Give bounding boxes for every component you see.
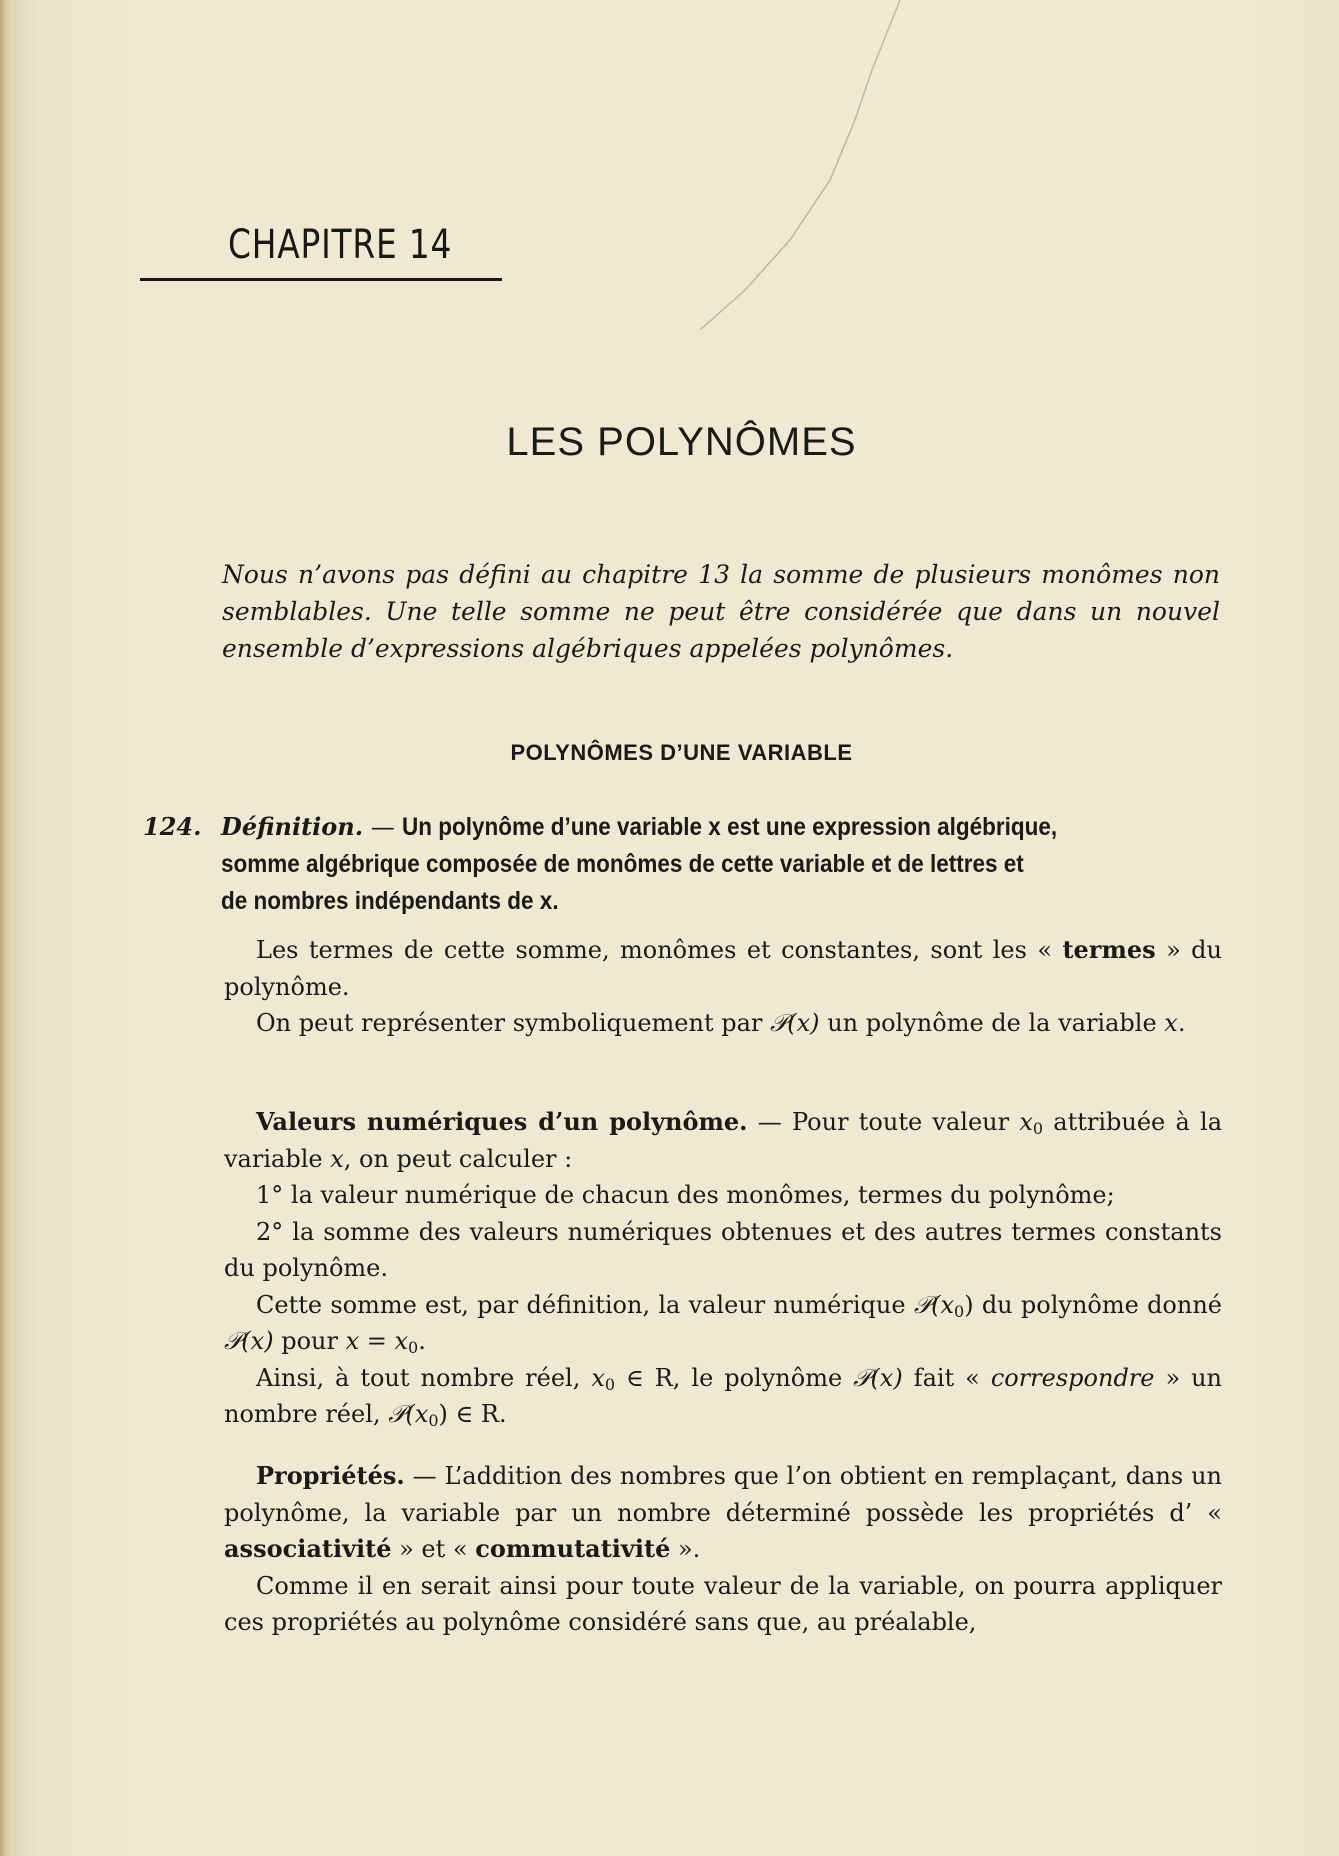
- page-binding-edge: [0, 0, 14, 1856]
- heading-proprietes: Propriétés.: [256, 1461, 405, 1490]
- chapter-title: LES POLYNÔMES: [506, 420, 857, 464]
- paragraph-valeurs: Valeurs numériques d’un polynôme. — Pour toute valeur $x_0$ attribuée à la variable x, on peut calculer :: [224, 1107, 1222, 1173]
- definition-name: Définition.: [221, 812, 364, 841]
- definition-dash: —: [363, 813, 403, 841]
- body-text-1: [224, 932, 1222, 1042]
- definition-block: [143, 808, 1223, 920]
- paragraph-termes: Les termes de cette somme, monômes et constantes, sont les « termes » du polynôme.: [224, 935, 1223, 1001]
- intro-paragraph: Nous n’avons pas défini au chapitre 13 la somme de plusieurs monômes non semblables. Une telle somme ne peut être considérée que dans un nouvel ensemble d’expressions algébriques appelées polynômes.: [222, 560, 1220, 663]
- chapter-rule: [140, 278, 502, 281]
- paragraph-proprietes: Propriétés. — L’addition des nombres que l’on obtient en remplaçant, dans un polynôme, la variable par un nombre déterminé possède les propriétés d’ « associativité » et « commutativité ».: [224, 1461, 1222, 1563]
- definition-number: 124.: [143, 812, 202, 841]
- definition-line-3: de nombres indépendants de x.: [221, 887, 559, 915]
- paragraph-comme: Comme il en serait ainsi pour toute valeur de la variable, on pourra appliquer ces propriétés au polynôme considéré sans que, au préalable,: [224, 1571, 1222, 1636]
- definition-line-1: Un polynôme d’une variable x est une expression algébrique,: [402, 813, 1058, 841]
- term-termes: termes: [1062, 935, 1156, 964]
- body-text-2: [224, 1104, 1222, 1433]
- paragraph-symbolique: On peut représenter symboliquement par 𝒫(x) un polynôme de la variable x.: [256, 1009, 1186, 1037]
- list-item-2: 2° la somme des valeurs numériques obtenues et des autres termes constants du polynôme.: [224, 1217, 1222, 1282]
- polynomial-symbol: 𝒫(x): [769, 1009, 820, 1037]
- chapter-label: CHAPITRE 14: [228, 222, 453, 268]
- section-title: POLYNÔMES D’UNE VARIABLE: [510, 740, 853, 765]
- definition-line-2: somme algébrique composée de monômes de cette variable et de lettres et: [221, 850, 1024, 878]
- paragraph-ainsi: Ainsi, à tout nombre réel, $x_0$ ∈ R, le polynôme 𝒫(x) fait « correspondre » un nombre réel, $𝒫(x_0)$ ∈ R.: [224, 1363, 1223, 1430]
- paragraph-somme: Cette somme est, par définition, la valeur numérique $𝒫(x_0)$ du polynôme donné 𝒫(x) pour $x = x_0$.: [224, 1290, 1223, 1357]
- body-text-3: [224, 1458, 1222, 1641]
- list-item-1: 1° la valeur numérique de chacun des monômes, termes du polynôme;: [256, 1181, 1115, 1209]
- heading-valeurs: Valeurs numériques d’un polynôme.: [256, 1107, 748, 1136]
